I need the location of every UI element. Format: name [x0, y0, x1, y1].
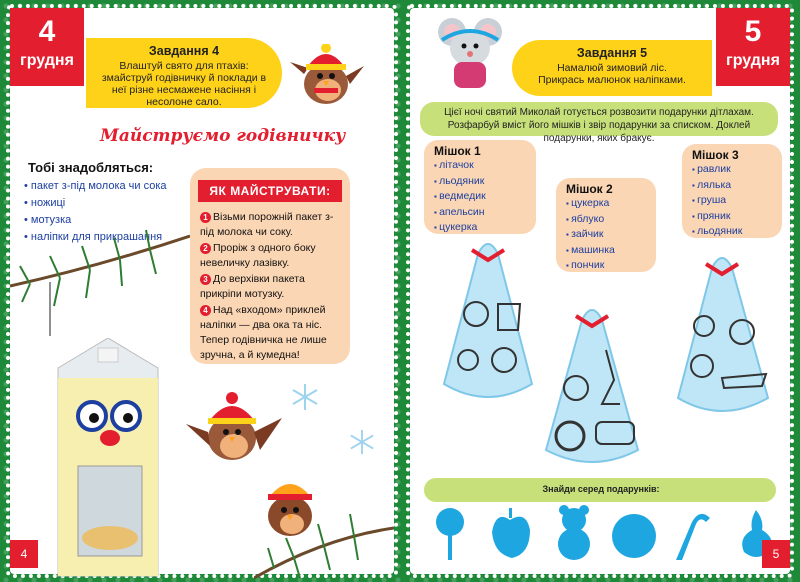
bag-item: ▪ пончик: [566, 258, 646, 274]
step-item: [200, 241, 340, 271]
snowflake-icon: [348, 428, 376, 456]
mouse-illustration: [426, 12, 516, 92]
step-text: Проріж з одного боку невеличку лазівку.: [200, 242, 316, 269]
intro-text: Цієї ночі святий Миколай готується розвозити подарунки дітлахам. Розфарбуй вміст його мішків і звір подарунки за списком. Доклей подарунки, яких бракує.: [420, 102, 778, 136]
bird-illustration: [286, 44, 366, 110]
step-number: 4: [200, 305, 211, 316]
task-title: Завдання 4: [148, 44, 220, 58]
step-text: Над «входом» приклей наліпки — два ока та ніс. Тепер годівничка не лише зручна, а й кумедна!: [200, 304, 327, 361]
task-banner: [86, 38, 282, 108]
bag-item: ▪ лялька: [692, 178, 772, 194]
gift-bag-2-illustration: [532, 300, 652, 476]
gift-bag-1-illustration: [428, 234, 548, 414]
bag-item: ▪ літачок: [434, 158, 526, 174]
task-title: Завдання 5: [576, 46, 648, 60]
step-text: До верхівки пакета прикріпи мотузку.: [200, 273, 305, 300]
how-to-box: [190, 168, 350, 364]
date-month: грудня: [726, 52, 780, 69]
bag-title: Мішок 1: [434, 144, 481, 158]
bag-item: ▪ равлик: [692, 162, 772, 178]
steps-list: [200, 210, 340, 363]
left-page: [10, 8, 394, 574]
bag-item: ▪ яблуко: [566, 212, 646, 228]
bag-card-1: [424, 140, 536, 234]
bag-item: ▪ пряник: [692, 209, 772, 225]
silhouettes-row: [430, 502, 780, 562]
page-number: 4: [10, 540, 38, 568]
bag-item: ▪ льодяник: [434, 174, 526, 190]
task-text-line2: Прикрась малюнок наліпками.: [538, 74, 686, 86]
step-item: [200, 210, 340, 240]
milk-carton-feeder-illustration: [48, 338, 168, 578]
step-number: 1: [200, 212, 211, 223]
bag-card-2: [556, 178, 656, 272]
snowflake-icon: [290, 382, 320, 412]
lollipop-silhouette-icon: [436, 508, 464, 560]
step-text: Візьми порожній пакет з-під молока чи соку.: [200, 211, 334, 238]
need-title: Тобі знадобляться:: [28, 160, 154, 175]
bag-title: Мішок 2: [566, 182, 613, 196]
bag-item: ▪ машинка: [566, 243, 646, 259]
blob-silhouette-icon: [612, 514, 656, 558]
bag-item: ▪ цукерка: [434, 220, 526, 236]
task-text-line1: Намалюй зимовий ліс.: [557, 62, 667, 74]
pine-branch-illustration: [254, 498, 394, 580]
task-banner: [512, 40, 712, 96]
need-item: • мотузка: [24, 212, 167, 229]
bag-item: ▪ груша: [692, 193, 772, 209]
apple-silhouette-icon: [492, 508, 530, 558]
bag-item: ▪ апельсин: [434, 205, 526, 221]
page-number: 5: [762, 540, 790, 568]
pine-branch-illustration: [10, 226, 190, 336]
step-number: 3: [200, 274, 211, 285]
date-day: 5: [744, 15, 762, 48]
bag-card-3: [682, 144, 782, 238]
bag-item: ▪ льодяник: [692, 224, 772, 240]
bird-illustration: [184, 388, 284, 472]
bag-item: ▪ зайчик: [566, 227, 646, 243]
bear-silhouette-icon: [558, 505, 590, 560]
need-item: • пакет з-під молока чи сока: [24, 178, 167, 195]
bag-title: Мішок 3: [692, 148, 739, 162]
right-page: [410, 8, 790, 574]
bag-item: ▪ цукерка: [566, 196, 646, 212]
task-text: Влаштуй свято для птахів: змайструй годівничку й поклади в неї різне несмажене насіння і несолоне сало.: [101, 60, 267, 108]
date-box-left: [10, 8, 84, 86]
step-item: [200, 272, 340, 302]
date-month: грудня: [20, 52, 74, 69]
date-box-right: [716, 8, 790, 86]
step-item: [200, 303, 340, 363]
date-day: 4: [38, 15, 56, 48]
find-label: Знайди серед подарунків:: [542, 484, 660, 494]
need-item: • наліпки для прикрашання: [24, 229, 167, 246]
bag-item: ▪ ведмедик: [434, 189, 526, 205]
main-title: Майструємо годівничку: [100, 126, 346, 146]
step-number: 2: [200, 243, 211, 254]
gift-bag-3-illustration: [662, 248, 784, 428]
candy-cane-silhouette-icon: [676, 514, 710, 560]
how-to-label: ЯК МАЙСТРУВАТИ:: [198, 180, 342, 202]
need-item: • ножиці: [24, 195, 167, 212]
